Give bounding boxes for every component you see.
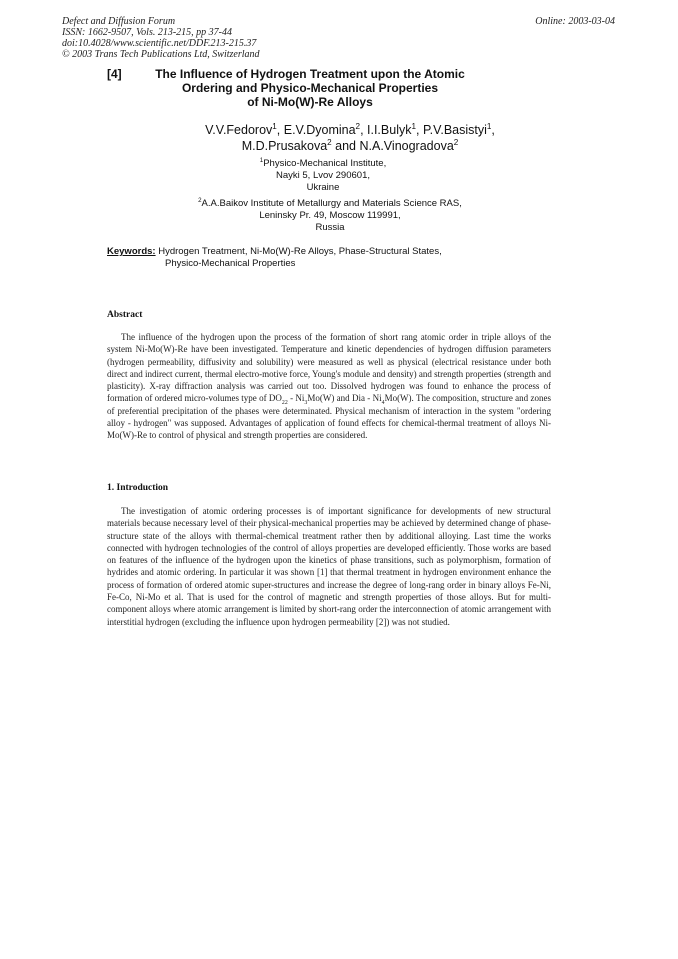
abstract-text: Mo(W). The composition, structure and zones of preferential precipitation of the phases were determinated. Physical mechanism of interaction in the system "ordering alloy - hydrogen" was supposed. Advantages of application of found effects for chemical-thermal treatment of alloys Ni-Mo(W)-Re to control of physical and strength properties are considered. (107, 393, 551, 441)
affiliation-address: Leninsky Pr. 49, Moscow 119991, (259, 210, 401, 221)
abstract-text: Mo(W) and Dia - Ni (307, 393, 382, 404)
author-affiliation-mark: 2 (453, 137, 459, 147)
abstract-text: - Ni (287, 393, 305, 404)
introduction-paragraph: The investigation of atomic ordering processes is of important significance for developments of new structural materials because necessary level of their physical-mechanical properties may be achieved by determined change of phase-structure state of the alloys with thermal-chemical treatment rather then by additional alloying. Last time the works connected with hydrogen technologies of the control of alloys properties are developed efficiently. Those works are based on features of the influence of the hydrogen upon the kinetics of phase transitions, such as polymorphism, formation of hydrides and atomic ordering. In particular it was shown [1] that thermal treatment in hydrogen environment enhance the process of formation of ordered atomic super-structures and increase the degree of long-rang order in binary alloys Fe-Ni, Fe-Co, Ni-Mo et al. That is used for the control of magnetic and strength properties of those alloys. But for multi-component alloys where atomic arrangement is limited by short-rang order the interconnection of atomic arrangement with interstitial hydrogen (excluding the influence upon hydrogen permeability [2]) was not studied. (107, 506, 551, 627)
affiliation-address: Nayki 5, Lvov 290601, (275, 170, 370, 181)
affiliation-1 (153, 158, 493, 194)
affiliation-country: Russia (315, 222, 345, 233)
affiliation-mark: 1 (259, 156, 264, 164)
abstract-subscript: 4 (381, 400, 385, 407)
author-name: N.A.Vinogradova (359, 139, 454, 153)
author-name: P.V.Basistyi (422, 123, 487, 137)
doi-line: doi:10.4028/www.scientific.net/DDF.213-215.37 (62, 38, 257, 49)
author-name: I.I.Bulyk (367, 123, 412, 137)
online-date: Online: 2003-03-04 (535, 16, 615, 27)
paper-title (140, 67, 480, 109)
title-line-2: Ordering and Physico-Mechanical Properties (181, 81, 439, 95)
journal-name: Defect and Diffusion Forum (62, 16, 176, 27)
author-list (140, 122, 560, 154)
author-affiliation-mark: 1 (486, 121, 492, 131)
title-line-1: The Influence of Hydrogen Treatment upon the Atomic (155, 67, 465, 81)
keywords-label: Keywords: (107, 246, 156, 257)
author-line-1: V.V.Fedorov$^1$, E.V.Dyomina$^2$, I.I.Bulyk$^1$, P.V.Basistyi$^1$, (205, 121, 495, 137)
affiliation-2 (160, 198, 500, 234)
abstract-heading: Abstract (107, 310, 143, 320)
author-affiliation-mark: 2 (327, 137, 332, 147)
author-affiliation-mark: 2 (355, 121, 361, 131)
keywords-line-2: Physico-Mechanical Properties (165, 258, 296, 269)
author-name: E.V.Dyomina (283, 123, 356, 137)
affiliation-mark: 2 (198, 196, 202, 204)
author-line-2 (140, 138, 560, 154)
abstract-subscript: 3 (304, 400, 308, 407)
author-affiliation-mark: 1 (272, 121, 277, 131)
affiliation-country: Ukraine (306, 182, 340, 193)
title-line-3: of Ni-Mo(W)-Re Alloys (247, 95, 373, 109)
abstract-body (107, 331, 551, 442)
affiliation-institute: A.A.Baikov Institute of Metallurgy and Materials Science RAS, (201, 198, 462, 209)
keywords-line-1: Hydrogen Treatment, Ni-Mo(W)-Re Alloys, Phase-Structural States, (158, 246, 442, 257)
copyright-line: © 2003 Trans Tech Publications Ltd, Switzerland (62, 49, 260, 60)
issn-line: ISSN: 1662-9507, Vols. 213-215, pp 37-44 (62, 27, 232, 38)
introduction-heading: 1. Introduction (107, 483, 169, 493)
affiliation-institute: Physico-Mechanical Institute, (263, 158, 387, 169)
author-name: M.D.Prusakova (241, 139, 328, 153)
abstract-subscript: 22 (281, 400, 288, 407)
keywords (107, 246, 577, 270)
introduction-body (107, 505, 551, 628)
abstract-text: The influence of the hydrogen upon the process of the formation of short rang atomic order in triple alloys of the system Ni-Mo(W)-Re have been investigated. Temperature and kinetic dependencies of hydrogen diffusion parameters (hydrogen permeability, diffusivity and solubility) were measured as well as physical (electrical resistance under both direct and indirect current, thermal electro-motive force, Young's module and density) and strength properties (strength and plasticity). X-ray diffraction analysis was carried out too. Dissolved hydrogen was found to enhance the process of formation of ordered micro-volumes type of DO (107, 332, 551, 404)
author-name: V.V.Fedorov (205, 123, 273, 137)
journal-header (62, 16, 260, 60)
author-conjunction: and (335, 139, 357, 153)
author-affiliation-mark: 1 (411, 121, 416, 131)
reference-number: [4] (107, 67, 122, 81)
